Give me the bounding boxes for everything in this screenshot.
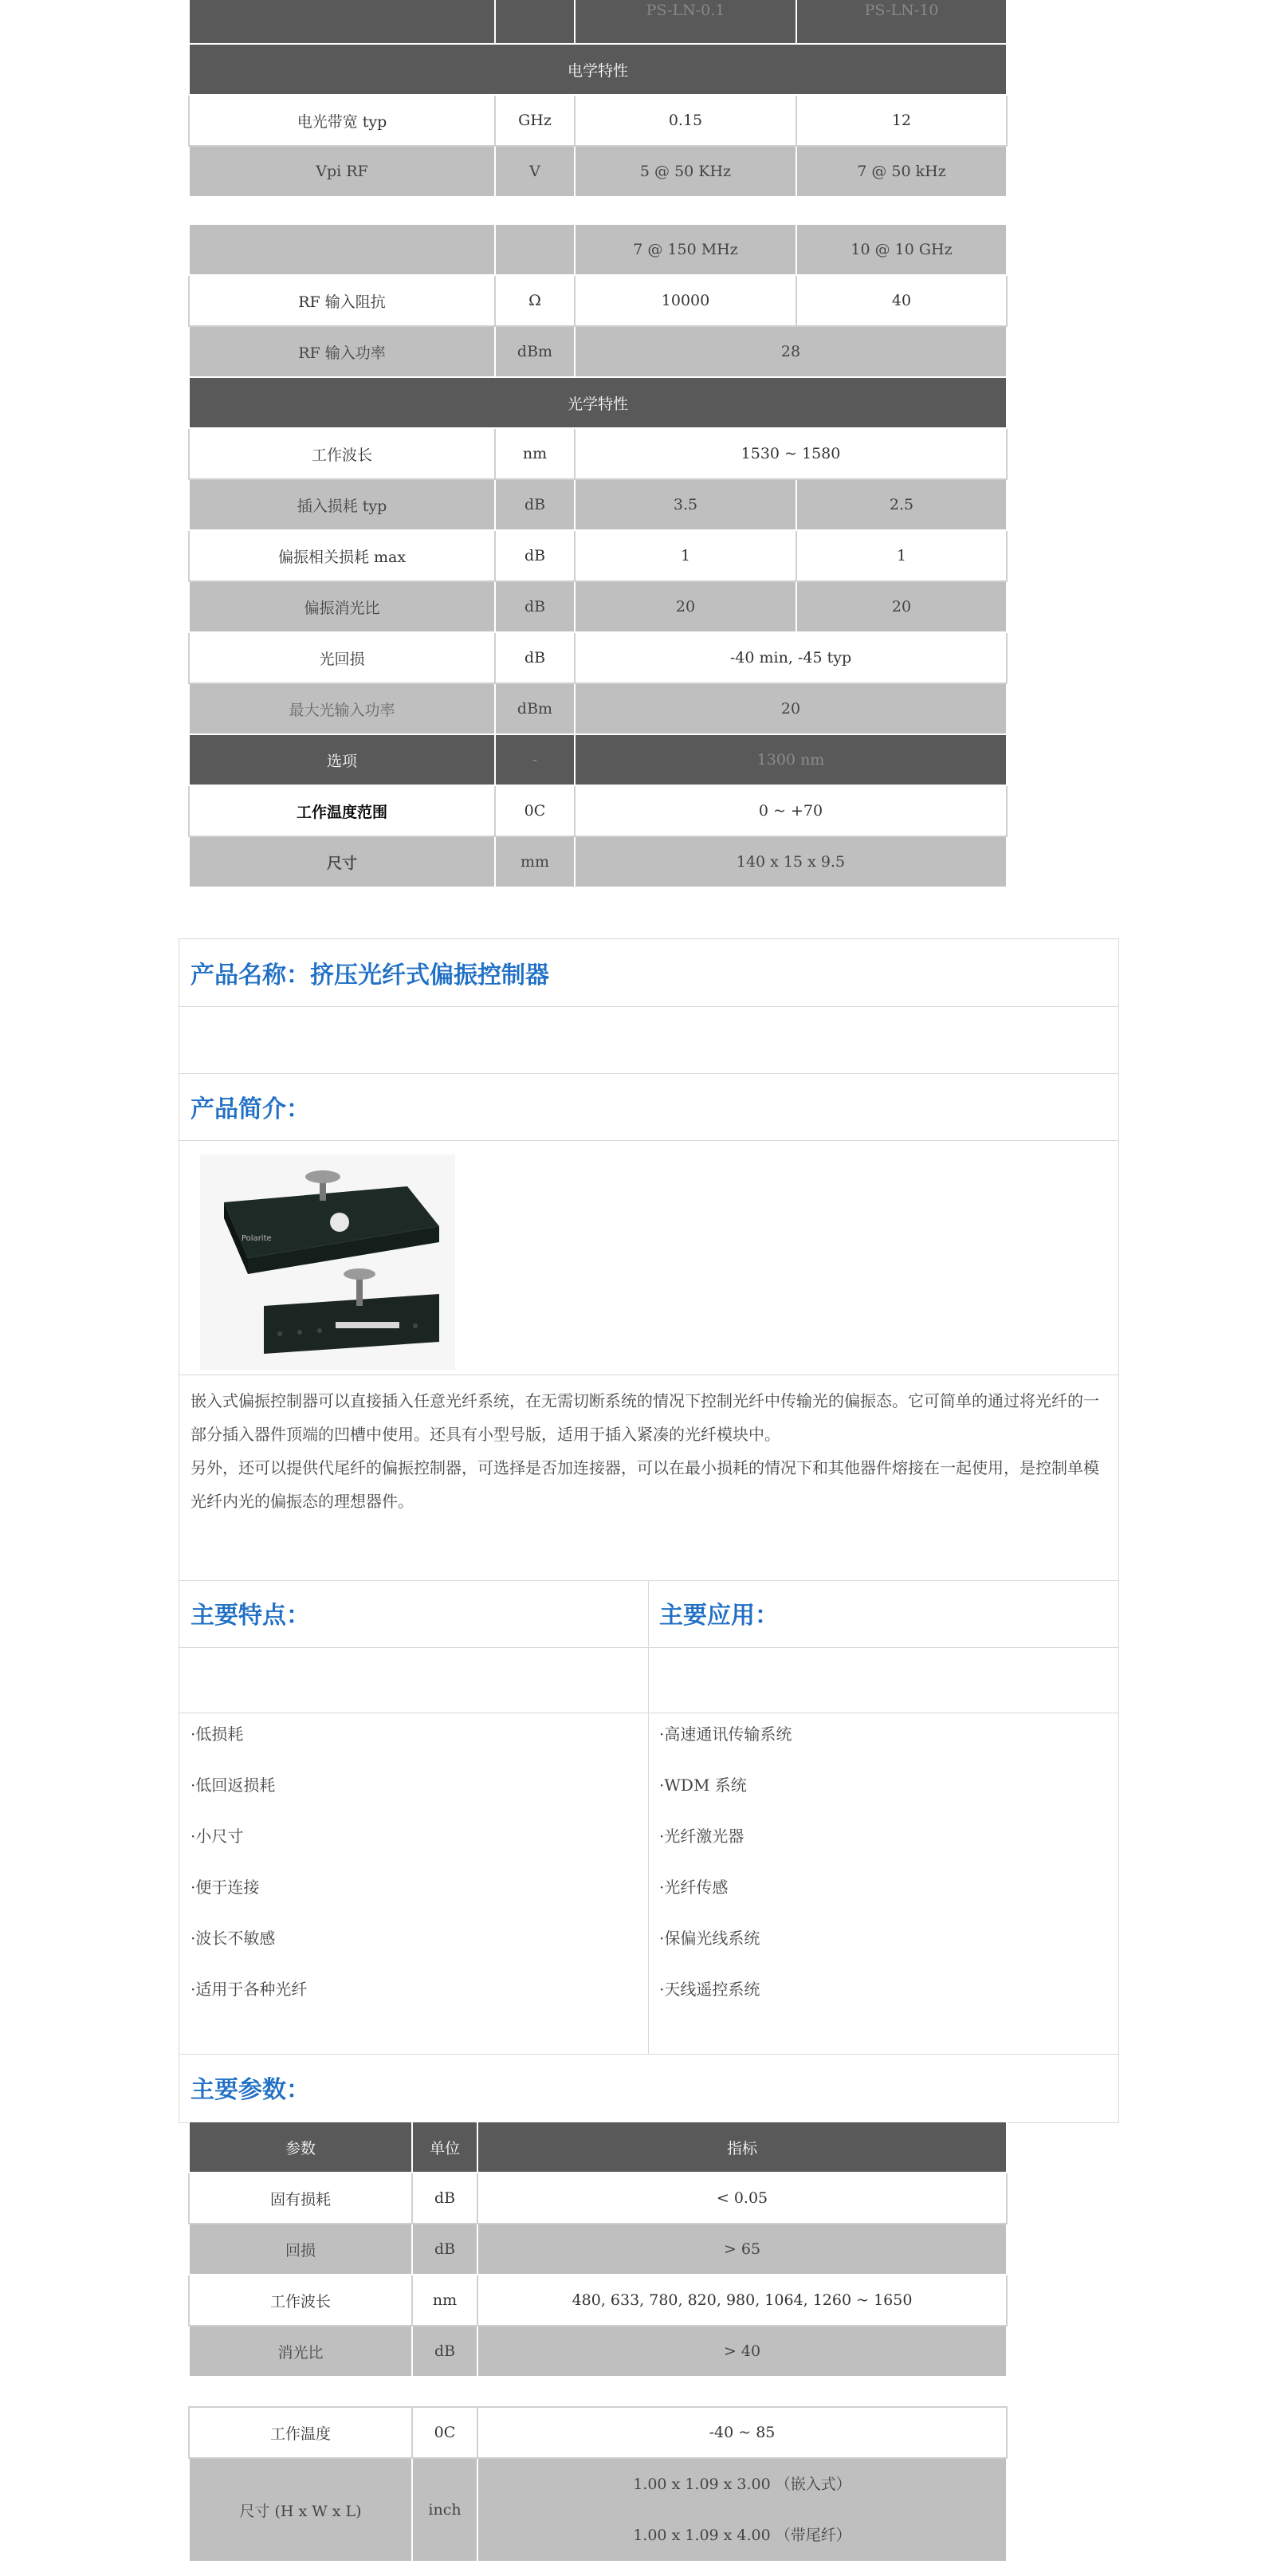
table-row bbox=[189, 785, 1007, 836]
product-image bbox=[200, 1154, 455, 1370]
cell-value-2: 20 bbox=[796, 581, 1007, 632]
cell-unit: dB bbox=[412, 2326, 477, 2377]
list-item: ·天线遥控系统 bbox=[659, 1980, 760, 1999]
cell-param: 偏振相关损耗 max bbox=[189, 530, 495, 581]
cell-param: 尺寸 (H x W x L) bbox=[189, 2458, 412, 2562]
table-row bbox=[189, 836, 1007, 887]
cell-model-1: PS-LN-0.1 bbox=[575, 0, 796, 44]
cell-unit: 0C bbox=[412, 2407, 477, 2458]
svg-text:Polarite: Polarite bbox=[242, 1234, 272, 1243]
cell-unit: dBm bbox=[495, 683, 575, 734]
spec-table-optical bbox=[188, 223, 1008, 888]
product-description-1: 嵌入式偏振控制器可以直接插入任意光纤系统，在无需切断系统的情况下控制光纤中传输光的偏振态。它可简单的通过将光纤的一部分插入器件顶端的凹槽中使用。还具有小型号版，适用于插入紧凑的光纤模块中。 bbox=[191, 1391, 1099, 1444]
cell-param: 最大光输入功率 bbox=[189, 683, 495, 734]
params-table-continued bbox=[188, 2406, 1008, 2562]
list-item: ·低回返损耗 bbox=[191, 1776, 276, 1795]
applications-heading: 主要应用： bbox=[659, 1602, 779, 1630]
cell-value-1: 3.5 bbox=[575, 479, 796, 530]
cell-param: 电光带宽 typ bbox=[189, 95, 495, 146]
table-row bbox=[189, 95, 1007, 146]
section-electrical: 电学特性 bbox=[189, 44, 1007, 95]
cell-value-1: 0.15 bbox=[575, 95, 796, 146]
column-divider bbox=[648, 1580, 649, 2054]
applications-list bbox=[659, 1717, 1106, 2023]
table-row bbox=[189, 530, 1007, 581]
cell-value: 0 ~ +70 bbox=[575, 785, 1007, 836]
table-row bbox=[189, 146, 1007, 197]
cell-param: 尺寸 bbox=[189, 836, 495, 887]
list-item: ·高速通讯传输系统 bbox=[659, 1725, 792, 1744]
cell-value-1: 7 @ 150 MHz bbox=[575, 224, 796, 275]
table-row bbox=[189, 275, 1007, 326]
divider bbox=[179, 1073, 1118, 1074]
cell-value-1: 1 bbox=[575, 530, 796, 581]
cell-param: 固有损耗 bbox=[189, 2173, 412, 2224]
cell-value-1: 5 @ 50 KHz bbox=[575, 146, 796, 197]
table-row bbox=[189, 683, 1007, 734]
cell-param: 插入损耗 typ bbox=[189, 479, 495, 530]
cell-unit: - bbox=[495, 734, 575, 785]
cell-param: 工作波长 bbox=[189, 428, 495, 479]
header-param: 参数 bbox=[189, 2122, 412, 2173]
cell-value: < 0.05 bbox=[477, 2173, 1007, 2224]
table-row bbox=[189, 581, 1007, 632]
cell-unit bbox=[495, 0, 575, 44]
table-header-row bbox=[189, 2122, 1007, 2173]
cell-unit: Ω bbox=[495, 275, 575, 326]
table-row bbox=[189, 632, 1007, 683]
cell-value: > 65 bbox=[477, 2224, 1007, 2275]
cell-value: -40 min, -45 typ bbox=[575, 632, 1007, 683]
list-item: ·便于连接 bbox=[191, 1878, 260, 1897]
cell-param: 工作波长 bbox=[189, 2275, 412, 2326]
divider bbox=[179, 1006, 1118, 1007]
table-row bbox=[189, 2275, 1007, 2326]
cell-value: 1300 nm bbox=[575, 734, 1007, 785]
size-value-pigtail: 1.00 x 1.09 x 4.00 （带尾纤） bbox=[633, 2527, 851, 2544]
cell-param: 选项 bbox=[189, 734, 495, 785]
table-row bbox=[189, 428, 1007, 479]
product-info-panel bbox=[179, 938, 1119, 2123]
cell-value-2: 10 @ 10 GHz bbox=[796, 224, 1007, 275]
cell-value-2: 1 bbox=[796, 530, 1007, 581]
cell-unit: dB bbox=[495, 479, 575, 530]
cell-param: 光回损 bbox=[189, 632, 495, 683]
list-item: ·低损耗 bbox=[191, 1725, 244, 1744]
section-row bbox=[189, 377, 1007, 428]
cell-value-2: 12 bbox=[796, 95, 1007, 146]
cell-value: 20 bbox=[575, 683, 1007, 734]
divider bbox=[179, 1647, 1118, 1648]
list-item: ·光纤传感 bbox=[659, 1878, 729, 1897]
product-intro-heading: 产品简介： bbox=[191, 1095, 310, 1123]
table-row bbox=[189, 2407, 1007, 2458]
section-optical: 光学特性 bbox=[189, 377, 1007, 428]
cell-value-2: 7 @ 50 kHz bbox=[796, 146, 1007, 197]
cell-param: RF 输入阻抗 bbox=[189, 275, 495, 326]
features-heading: 主要特点： bbox=[191, 1602, 310, 1630]
table-row bbox=[189, 326, 1007, 377]
cell-unit: dB bbox=[412, 2173, 477, 2224]
section-row bbox=[189, 44, 1007, 95]
cell-value-1: 20 bbox=[575, 581, 796, 632]
list-item: ·光纤激光器 bbox=[659, 1827, 744, 1846]
cell-param: 工作温度 bbox=[189, 2407, 412, 2458]
divider bbox=[179, 2054, 1118, 2055]
cell-value: 140 x 15 x 9.5 bbox=[575, 836, 1007, 887]
table-row bbox=[189, 479, 1007, 530]
cell-value bbox=[477, 2458, 1007, 2562]
header-unit: 单位 bbox=[412, 2122, 477, 2173]
size-value-inline: 1.00 x 1.09 x 3.00 （嵌入式） bbox=[633, 2476, 851, 2493]
cell-unit: dB bbox=[495, 530, 575, 581]
table-row bbox=[189, 2224, 1007, 2275]
cell-unit: dB bbox=[412, 2224, 477, 2275]
cell-value: 1530 ~ 1580 bbox=[575, 428, 1007, 479]
cell-param: 偏振消光比 bbox=[189, 581, 495, 632]
cell-unit: inch bbox=[412, 2458, 477, 2562]
cell-value: > 40 bbox=[477, 2326, 1007, 2377]
list-item: ·适用于各种光纤 bbox=[191, 1980, 308, 1999]
table-row bbox=[189, 2173, 1007, 2224]
features-list bbox=[191, 1717, 637, 2023]
params-table bbox=[188, 2121, 1008, 2377]
header-value: 指标 bbox=[477, 2122, 1007, 2173]
cell-unit: nm bbox=[495, 428, 575, 479]
table-row bbox=[189, 2458, 1007, 2562]
cell-param: 消光比 bbox=[189, 2326, 412, 2377]
cell-value-2: 40 bbox=[796, 275, 1007, 326]
list-item: ·小尺寸 bbox=[191, 1827, 244, 1846]
cell-param: 回损 bbox=[189, 2224, 412, 2275]
params-heading: 主要参数： bbox=[191, 2076, 310, 2104]
cell-unit: dB bbox=[495, 632, 575, 683]
cell-unit: 0C bbox=[495, 785, 575, 836]
list-item: ·保偏光线系统 bbox=[659, 1929, 760, 1948]
cell-unit: dB bbox=[495, 581, 575, 632]
cell-unit: V bbox=[495, 146, 575, 197]
cell-value: -40 ~ 85 bbox=[477, 2407, 1007, 2458]
cell-unit: nm bbox=[412, 2275, 477, 2326]
divider bbox=[179, 1580, 1118, 1581]
cell-model-2: PS-LN-10 bbox=[796, 0, 1007, 44]
spec-table-electrical bbox=[188, 0, 1008, 198]
cell-unit: GHz bbox=[495, 95, 575, 146]
product-name-heading: 产品名称：挤压光纤式偏振控制器 bbox=[191, 962, 549, 989]
table-row bbox=[189, 734, 1007, 785]
table-row bbox=[189, 2326, 1007, 2377]
cell-unit: dBm bbox=[495, 326, 575, 377]
cell-unit bbox=[495, 224, 575, 275]
cell-value-1: 10000 bbox=[575, 275, 796, 326]
list-item: ·WDM 系统 bbox=[659, 1776, 747, 1795]
cell-param bbox=[189, 224, 495, 275]
table-row bbox=[189, 224, 1007, 275]
cell-value: 480, 633, 780, 820, 980, 1064, 1260 ~ 1650 bbox=[477, 2275, 1007, 2326]
product-description-2: 另外，还可以提供代尾纤的偏振控制器，可选择是否加连接器，可以在最小损耗的情况下和其他器件熔接在一起使用，是控制单模光纤内光的偏振态的理想器件。 bbox=[191, 1458, 1099, 1511]
divider bbox=[179, 1140, 1118, 1141]
table-row bbox=[189, 0, 1007, 44]
cell-param: 工作温度范围 bbox=[189, 785, 495, 836]
list-item: ·波长不敏感 bbox=[191, 1929, 276, 1948]
cell-value-2: 2.5 bbox=[796, 479, 1007, 530]
cell-param: Vpi RF bbox=[189, 146, 495, 197]
cell-param bbox=[189, 0, 495, 44]
cell-value: 28 bbox=[575, 326, 1007, 377]
cell-unit: mm bbox=[495, 836, 575, 887]
cell-param: RF 输入功率 bbox=[189, 326, 495, 377]
